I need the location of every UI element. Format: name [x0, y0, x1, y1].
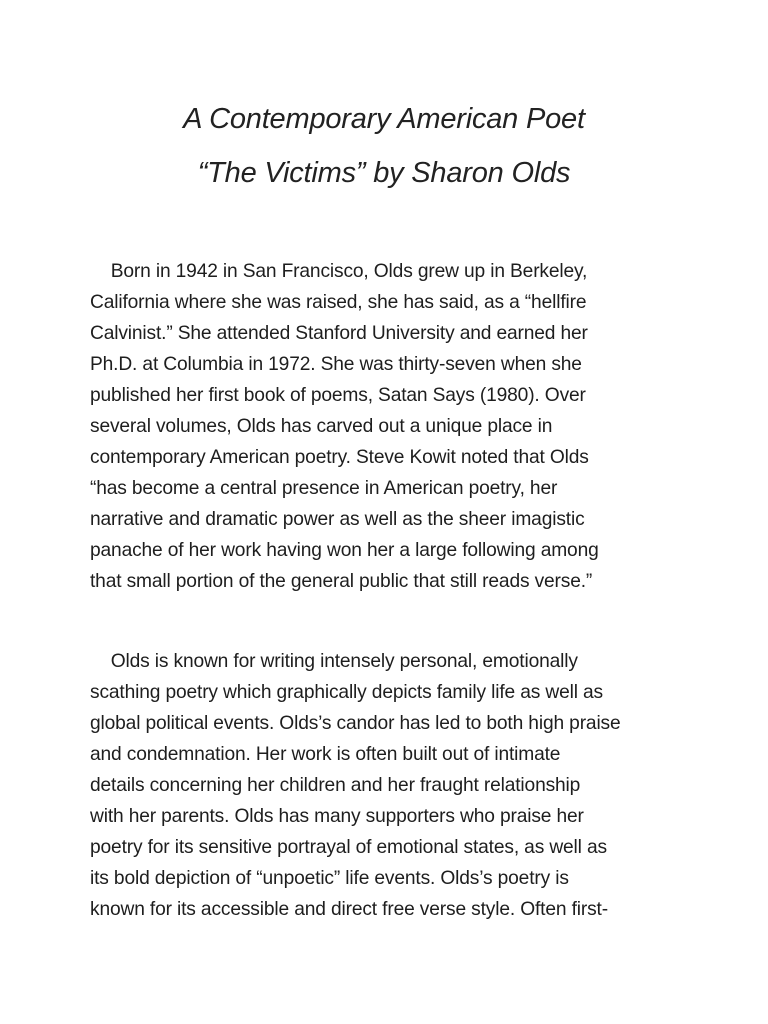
- paragraph-line: Born in 1942 in San Francisco, Olds grew up in Berkeley,: [90, 261, 588, 282]
- paragraph-line: Ph.D. at Columbia in 1972. She was thirty-seven when she: [90, 354, 582, 375]
- paragraph-1: [90, 256, 682, 597]
- paragraph-line: known for its accessible and direct free verse style. Often first-: [90, 899, 608, 920]
- paragraph-line: that small portion of the general public that still reads verse.”: [90, 571, 593, 592]
- paragraph-line: narrative and dramatic power as well as the sheer imagistic: [90, 509, 585, 530]
- paragraph-line: global political events. Olds’s candor has led to both high praise: [90, 713, 621, 734]
- paragraph-line: and condemnation. Her work is often built out of intimate: [90, 744, 561, 765]
- paragraph-line: California where she was raised, she has said, as a “hellfire: [90, 292, 587, 313]
- paragraph-line: with her parents. Olds has many supporters who praise her: [90, 806, 584, 827]
- paragraph-line: its bold depiction of “unpoetic” life events. Olds’s poetry is: [90, 868, 569, 889]
- paragraph-line: Olds is known for writing intensely personal, emotionally: [90, 651, 578, 672]
- paragraph-line: “has become a central presence in American poetry, her: [90, 478, 558, 499]
- paragraph-2: [90, 646, 682, 925]
- document-subtitle: “The Victims” by Sharon Olds: [197, 157, 571, 189]
- title-block: [0, 92, 768, 200]
- paragraph-line: details concerning her children and her fraught relationship: [90, 775, 581, 796]
- document-title: A Contemporary American Poet: [183, 103, 585, 135]
- paragraph-line: several volumes, Olds has carved out a unique place in: [90, 416, 553, 437]
- paragraph-line: Calvinist.” She attended Stanford University and earned her: [90, 323, 588, 344]
- paragraph-line: contemporary American poetry. Steve Kowit noted that Olds: [90, 447, 589, 468]
- paragraph-line: poetry for its sensitive portrayal of emotional states, as well as: [90, 837, 607, 858]
- paragraph-line: panache of her work having won her a large following among: [90, 540, 599, 561]
- paragraph-line: published her first book of poems, Satan Says (1980). Over: [90, 385, 586, 406]
- paragraph-line: scathing poetry which graphically depicts family life as well as: [90, 682, 603, 703]
